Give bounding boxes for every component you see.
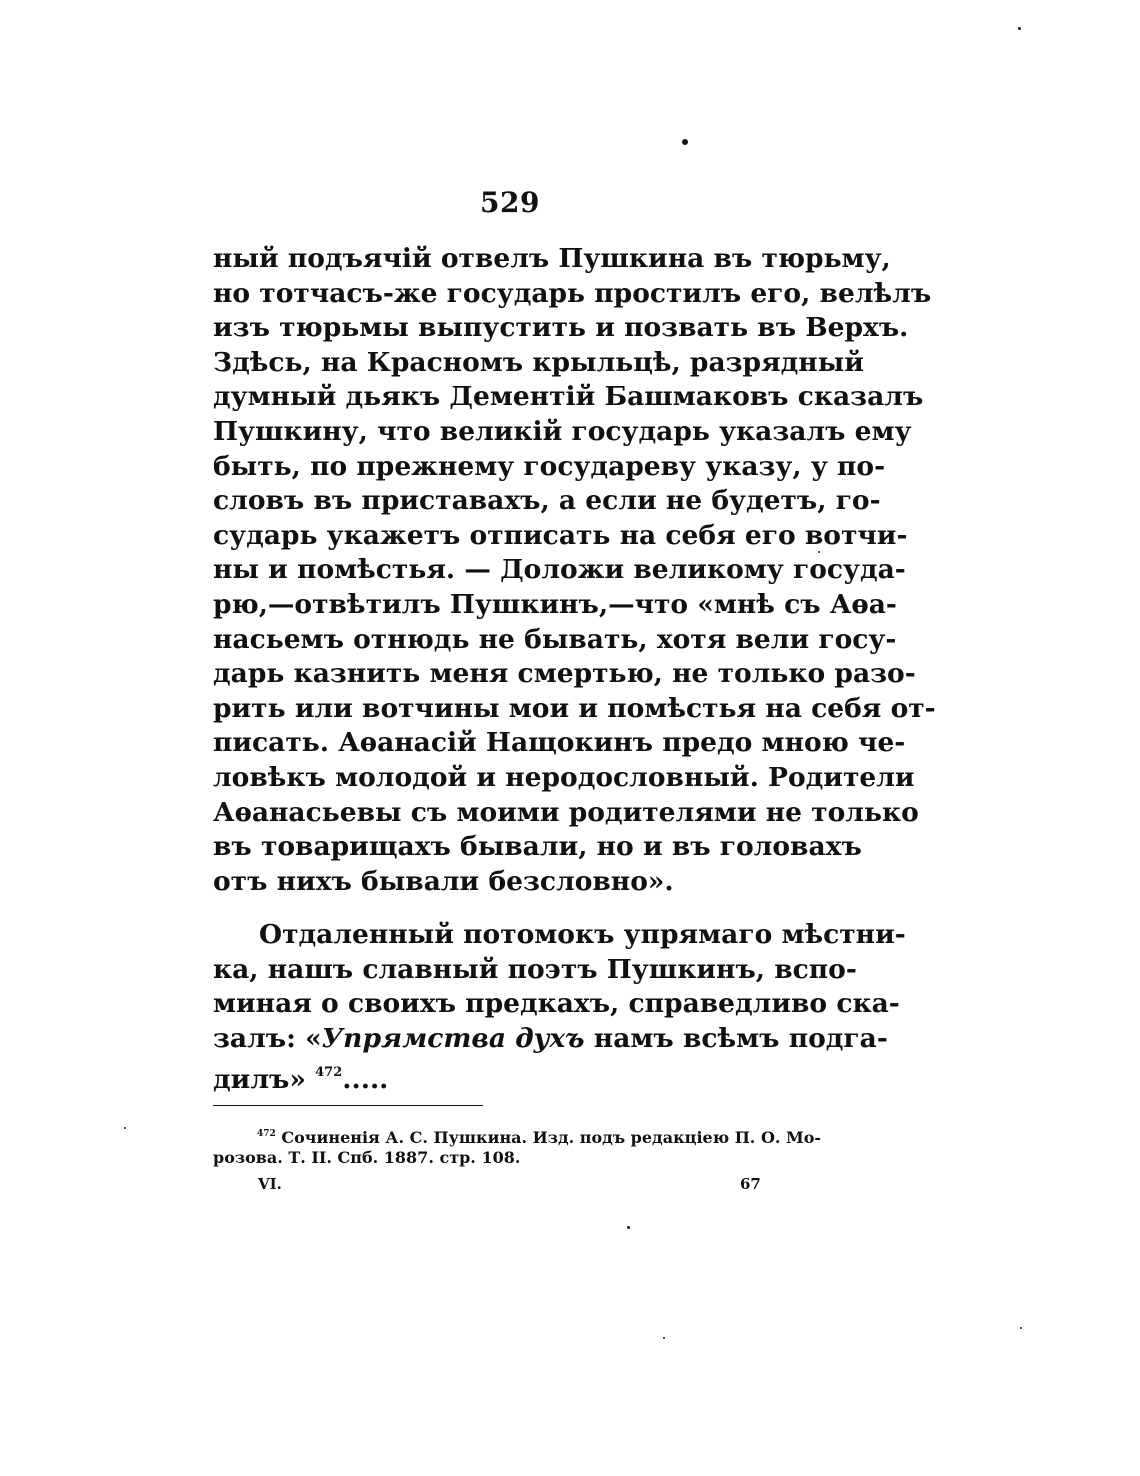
text-line: рю,—отвѣтилъ Пушкинъ,—что «мнѣ съ Аѳа-	[213, 588, 897, 620]
quote-continuation: намъ всѣмъ подга-	[584, 1022, 888, 1054]
text-line-with-quote	[213, 1022, 888, 1057]
text-line: писать. Аѳанасій Нащокинъ предо мною че-	[213, 727, 906, 759]
text-line: Здѣсь, на Красномъ крыльцѣ, разрядный	[213, 346, 864, 378]
quote-close: дилъ»	[213, 1064, 306, 1096]
text-line: дарь казнить меня смертью, не только разо-	[213, 658, 916, 690]
scan-speck	[663, 1337, 665, 1339]
footnote-line	[213, 1122, 822, 1147]
footnote-reference: 472	[315, 1065, 343, 1081]
scan-speck	[627, 1226, 630, 1229]
scan-speck	[1020, 1327, 1022, 1329]
text-line: миная о своихъ предкахъ, справедливо ска-	[213, 988, 900, 1020]
text-line: словъ въ приставахъ, а если не будетъ, го-	[213, 485, 881, 517]
text-line: рить или вотчины мои и помѣстья на себя от-	[213, 692, 936, 724]
text-line: Отдаленный потомокъ упрямаго мѣстни-	[259, 919, 906, 950]
text-line: изъ тюрьмы выпустить и позвать въ Верхъ.	[213, 312, 909, 344]
paragraph-1	[213, 242, 936, 899]
text-line: быть, по прежнему государеву указу, у по-	[213, 450, 886, 482]
signature-mark: VI.	[258, 1175, 282, 1193]
text-line: ный подъячій отвелъ Пушкина въ тюрьму,	[213, 243, 891, 274]
text-line: въ товарищахъ бывали, но и въ головахъ	[213, 831, 862, 863]
scan-speck	[124, 1127, 126, 1129]
page-number: 529	[480, 186, 540, 219]
text-line-with-footnote-ref	[213, 1056, 805, 1096]
quoted-verse: Упрямства духъ	[321, 1022, 585, 1054]
paragraph-2	[213, 918, 906, 1096]
text-line: отъ нихъ бывали безсловно».	[213, 865, 674, 897]
scan-speck	[682, 139, 688, 145]
footnote-text: Сочиненія А. С. Пушкина. Изд. подъ редакціею П. О. Мо-	[275, 1128, 822, 1147]
footnote-divider	[213, 1105, 483, 1106]
ellipsis: .....	[342, 1064, 389, 1096]
footnote-line: розова. Т. II. Спб. 1887. стр. 108.	[213, 1148, 521, 1167]
text-line: ны и помѣстья. — Доложи великому госуда-	[213, 554, 906, 586]
sheet-number: 67	[740, 1175, 761, 1193]
text-line: ка, нашъ славный поэтъ Пушкинъ, вспо-	[213, 953, 857, 985]
scan-speck	[818, 551, 820, 553]
text-line: Пушкину, что великій государь указалъ ему	[213, 415, 912, 447]
footnote-marker: 472	[257, 1129, 276, 1139]
footnote	[213, 1122, 822, 1170]
text-line: Аѳанасьевы съ моими родителями не только	[213, 796, 919, 828]
text-line: насьемъ отнюдь не бывать, хотя вели госу-	[213, 623, 897, 655]
text-line: ловѣкъ молодой и неродословный. Родители	[213, 761, 915, 793]
scan-speck	[1018, 27, 1021, 30]
text-line: сударь укажетъ отписать на себя его вотчи-	[213, 519, 908, 551]
text-line: но тотчасъ-же государь простилъ его, велѣлъ	[213, 277, 932, 309]
quote-open: залъ: «	[213, 1022, 322, 1054]
text-line: думный дьякъ Дементій Башмаковъ сказалъ	[213, 381, 924, 413]
